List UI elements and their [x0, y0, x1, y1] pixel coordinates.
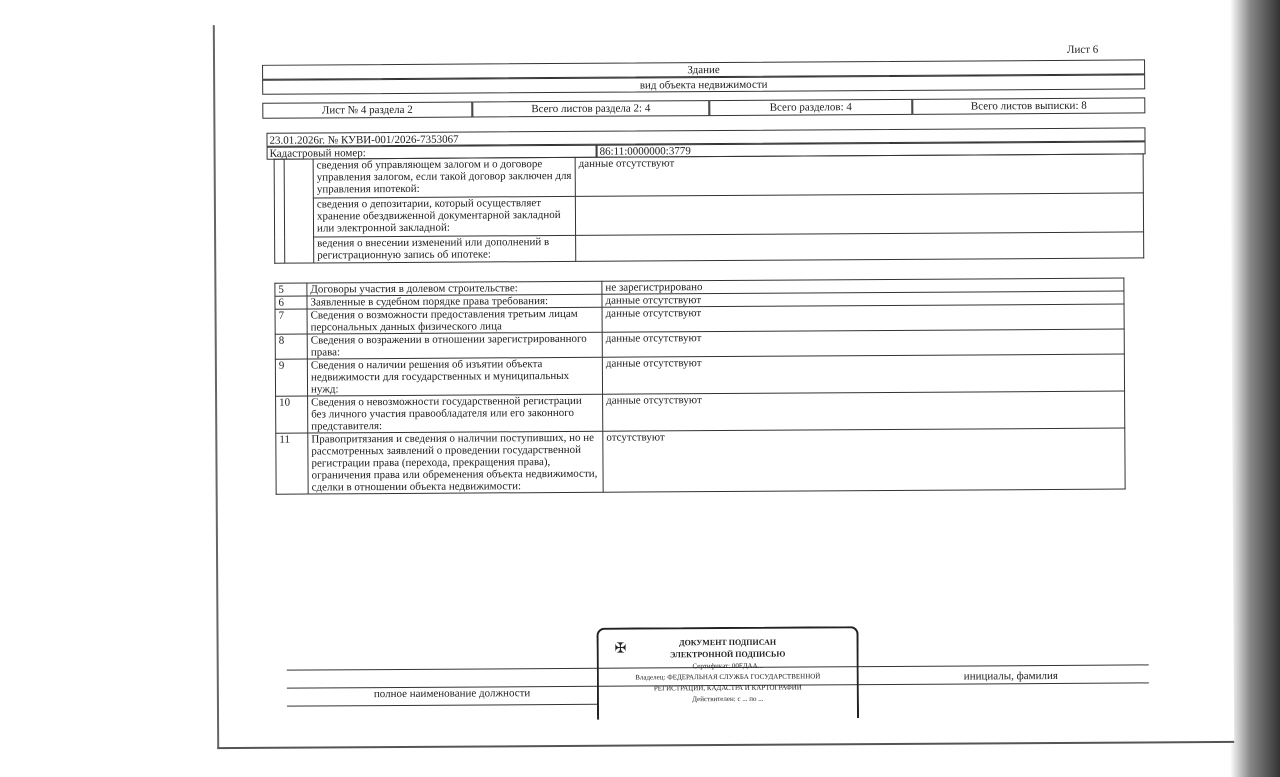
row-label: Сведения о невозможности государственной регистрации без личного участия правообладателя или его законного представителя:: [308, 394, 603, 433]
row-value: данные отсутствуют: [602, 354, 1124, 394]
row-value: [575, 193, 1143, 235]
row-value: данные отсутствуют: [602, 291, 1124, 307]
row-value: отсутствуют: [603, 428, 1125, 492]
cadastral-label: Кадастровый номер:: [267, 145, 597, 160]
header-sections: Всего разделов: 4: [709, 99, 912, 116]
stamp-valid: Действителен: с ... по ...: [692, 694, 764, 704]
row-num: 10: [276, 396, 308, 433]
row-num: 6: [275, 296, 307, 309]
object-type: Здание: [262, 59, 1145, 79]
table-row: [276, 391, 1125, 433]
table-row: [275, 232, 1144, 263]
rights-table: [274, 278, 1125, 495]
row-value: данные отсутствуют: [575, 154, 1143, 196]
stamp-owner: Владелец: ФЕДЕРАЛЬНАЯ СЛУЖБА ГОСУДАРСТВЕННОЙ: [635, 672, 821, 682]
row-label: Сведения о наличии решения об изъятии объекта недвижимости для государственных и муниципальных нужд:: [307, 357, 602, 396]
cadastral-value: 86:11:0000000:3779: [597, 141, 1146, 157]
row-label: сведения о депозитарии, который осуществляет хранение обездвиженной документарной закладной или электронной закладной:: [313, 196, 575, 237]
row-num: 5: [275, 283, 307, 296]
row-num: 9: [275, 359, 307, 396]
stamp-cert: Сертификат: 00FДАА...: [692, 661, 763, 671]
document-sheet: [213, 19, 1234, 749]
table-row: [275, 354, 1124, 396]
scan-shadow: [1230, 0, 1280, 777]
position-label: полное наименование должности: [373, 687, 531, 701]
stamp-owner2: РЕГИСТРАЦИИ, КАДАСТРА И КАРТОГРАФИИ: [653, 683, 802, 693]
header-sheets-section: Всего листов раздела 2: 4: [472, 100, 709, 117]
table-row: [274, 193, 1143, 237]
row-label: Сведения о возможности предоставления третьим лицам персональных данных физического лица: [307, 307, 602, 334]
row-label: ведения о внесении изменений или дополнений в регистрационную запись об ипотеке:: [314, 235, 576, 263]
row-label: Правопритязания и сведения о наличии поступивших, но не рассмотренных заявлений о проведении государственной регистрации права (перехода, прекращения права), ограничения права или обременения объекта недвижимости, сделки в отношении объекта недвижимости:: [308, 431, 603, 494]
electronic-signature-stamp: [596, 626, 859, 720]
stamp-title: ДОКУМЕНТ ПОДПИСАН: [679, 637, 777, 648]
row-label: сведения об управляющем залогом и о договоре управления залогом, если такой договор заключен для управления ипотекой:: [313, 157, 575, 198]
table-row: [274, 154, 1143, 198]
header-sheet-no: Лист № 4 раздела 2: [262, 102, 472, 119]
row-value: данные отсутствуют: [603, 391, 1125, 431]
row-num: 7: [275, 309, 307, 334]
row-label: Заявленные в судебном порядке права требования:: [307, 294, 602, 309]
row-value: не зарегистрировано: [602, 278, 1124, 294]
emblem-icon: ✠: [614, 641, 627, 657]
signature-line-bottom: [287, 704, 597, 707]
header-total-sheets: Всего листов выписки: 8: [912, 97, 1145, 114]
table-row: [276, 428, 1125, 494]
encumbrance-subtable: [274, 153, 1145, 263]
row-num: 8: [275, 334, 307, 359]
object-type-caption: вид объекта недвижимости: [262, 74, 1145, 94]
row-label: Договоры участия в долевом строительстве:: [307, 281, 602, 296]
row-value: данные отсутствуют: [602, 304, 1124, 332]
row-label: Сведения о возражении в отношении зарегистрированного права:: [307, 332, 602, 359]
row-num: 11: [276, 433, 308, 494]
stamp-subtitle: ЭЛЕКТРОННОЙ ПОДПИСЬЮ: [669, 649, 786, 660]
page-label: Лист 6: [1066, 43, 1099, 56]
doc-ref: 23.01.2026г. № КУВИ-001/2026-7353067: [266, 127, 1145, 146]
row-value: [576, 232, 1144, 261]
name-label: инициалы, фамилия: [963, 669, 1058, 683]
row-value: данные отсутствуют: [602, 329, 1124, 357]
